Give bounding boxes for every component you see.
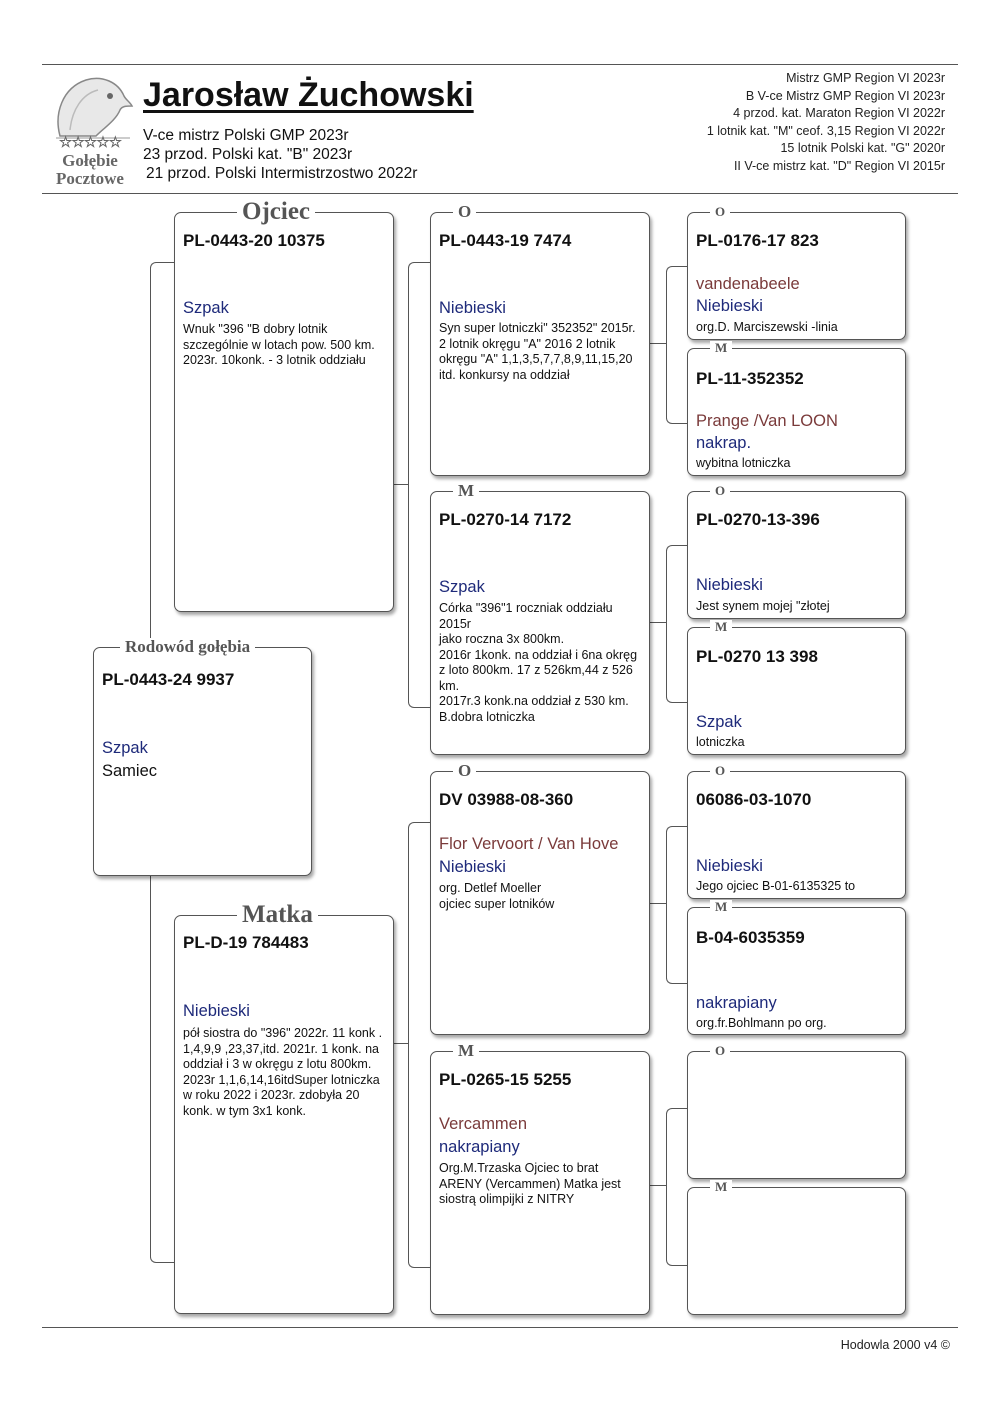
color: Niebieski xyxy=(696,297,763,315)
sex-label: O xyxy=(710,484,730,497)
description: Jego ojciec B-01-6135325 to xyxy=(696,879,856,893)
ring-number: PL-0443-19 7474 xyxy=(439,231,572,250)
ring-number: PL-0270-14 7172 xyxy=(439,510,572,529)
achievement-item: Mistrz GMP Region VI 2023r xyxy=(786,71,945,85)
ring-number: PL-0443-24 9937 xyxy=(102,670,235,689)
connector-line xyxy=(666,1108,687,1266)
dam-sire-card xyxy=(430,761,650,1035)
description: Org.M.Trzaska Ojciec to brat ARENY (Vercammen) Matka jest siostrą olimpijki z NITRY xyxy=(439,1161,621,1206)
description: org.D. Marciszewski -linia xyxy=(696,320,838,334)
color: Niebieski xyxy=(183,1002,250,1020)
description: org.fr.Bohlmann po org. xyxy=(696,1016,827,1030)
logo-stars: ☆☆☆☆☆ xyxy=(58,135,122,151)
logo-line-1: Gołębie xyxy=(62,151,118,170)
ring-number: PL-11-352352 xyxy=(696,369,804,388)
title-line: 21 przod. Polski Intermistrzostwo 2022r xyxy=(146,165,418,182)
great-grandparent-card xyxy=(687,763,906,899)
connector-line xyxy=(666,826,687,984)
ring-number: PL-0176-17 823 xyxy=(696,231,819,250)
sex-label: M xyxy=(710,620,732,633)
color: Niebieski xyxy=(439,299,506,317)
ring-number: PL-0443-20 10375 xyxy=(183,231,325,250)
title-line: V-ce mistrz Polski GMP 2023r xyxy=(143,127,349,144)
sex-label: O xyxy=(710,1044,730,1057)
description: Syn super lotniczki" 352352" 2015r. 2 lotnik okręgu "A" 2016 2 lotnik okręgu "A" 1,1,3,5,7,7,8,9,11,15,20 itd. konkursy na oddział xyxy=(439,321,636,382)
connector-line xyxy=(666,266,687,424)
club-logo xyxy=(46,70,134,190)
description: wybitna lotniczka xyxy=(696,456,791,470)
sex: Samiec xyxy=(102,762,158,780)
pigeon-head-icon xyxy=(46,70,134,140)
ring-number: 06086-03-1070 xyxy=(696,790,812,809)
sire-sire-card xyxy=(430,202,650,476)
sex-label: O xyxy=(710,205,730,218)
sex-label: O xyxy=(453,762,476,779)
sex-label: M xyxy=(453,482,479,499)
achievements-list xyxy=(707,70,945,175)
subject-card xyxy=(93,637,312,876)
connector-line xyxy=(650,343,666,344)
connector-line xyxy=(150,876,175,1263)
connector-line xyxy=(394,484,408,485)
connector-line xyxy=(150,262,175,648)
connector-line xyxy=(408,822,431,1268)
description: Wnuk "396 "B dobry lotnik szczególnie w lotach pow. 500 km. 2023r. 10konk. - 3 lotnik oddziału xyxy=(183,322,375,367)
great-grandparent-card xyxy=(687,899,906,1035)
great-grandparent-card xyxy=(687,204,906,340)
breed-line: Vercammen xyxy=(439,1115,528,1133)
top-rule xyxy=(42,64,958,65)
color: nakrapiany xyxy=(439,1138,520,1156)
great-grandparent-card xyxy=(687,483,906,619)
sex-label: M xyxy=(710,1180,732,1193)
great-grandparent-card xyxy=(687,1043,906,1179)
sex-label: O xyxy=(453,203,476,220)
ring-number: PL-D-19 784483 xyxy=(183,933,309,952)
description: org. Detlef Moeller ojciec super lotników xyxy=(439,881,555,911)
owner-titles xyxy=(143,126,417,183)
title-line: 23 przod. Polski kat. "B" 2023r xyxy=(143,146,353,163)
color: nakrap. xyxy=(696,434,752,452)
connector-line xyxy=(650,1185,666,1186)
footer-rule xyxy=(42,1327,958,1328)
achievement-item: 4 przod. kat. Maraton Region VI 2022r xyxy=(733,106,945,120)
dam-dam-card xyxy=(430,1041,650,1315)
ring-number: PL-0265-15 5255 xyxy=(439,1070,572,1089)
color: nakrapiany xyxy=(696,994,777,1012)
sire-label: Ojciec xyxy=(237,199,315,224)
logo-line-2: Pocztowe xyxy=(56,169,124,188)
description: Córka "396"1 roczniak oddziału 2015r jako roczna 3x 800km. 2016r 1konk. na oddział i 6na okręg z loto 800km. 17 z 526km,44 z 526 km. 2017r.3 konk.na oddział z 530 km. B.dobra lotniczka xyxy=(439,601,638,724)
color: Szpak xyxy=(439,578,485,596)
subject-label: Rodowód gołębia xyxy=(120,638,255,655)
ring-number: DV 03988-08-360 xyxy=(439,790,574,809)
connector-line xyxy=(650,903,666,904)
connector-line xyxy=(650,622,666,623)
sex-label: O xyxy=(710,764,730,777)
color: Niebieski xyxy=(696,576,763,594)
achievement-item: 1 lotnik kat. "M" ceof. 3,15 Region VI 2022r xyxy=(706,123,945,138)
ring-number: PL-0270 13 398 xyxy=(696,647,818,666)
connector-line xyxy=(666,545,687,703)
owner-name: Jarosław Żuchowski xyxy=(143,76,474,114)
dam-label: Matka xyxy=(237,902,318,927)
color: Szpak xyxy=(183,299,229,317)
color: Szpak xyxy=(696,713,742,731)
dam-card xyxy=(174,901,394,1314)
description: pół siostra do "396" 2022r. 11 konk . 1,4,9,9 ,23,37,itd. 2021r. 1 konk. na oddział i 3 w okręgu z lotu 800km. 2023r 1,1,6,14,16itdSuper lotniczka w roku 2022 i 2023r. zdobyła 20 konk. w tym 3x1 konk. xyxy=(183,1026,383,1118)
achievement-item: 15 lotnik Polski kat. "G" 2020r xyxy=(780,141,945,155)
color: Szpak xyxy=(102,739,148,757)
sex-label: M xyxy=(710,341,732,354)
header-rule xyxy=(42,193,958,194)
sire-dam-card xyxy=(430,481,650,755)
ring-number: B-04-6035359 xyxy=(696,928,805,947)
description: lotniczka xyxy=(696,735,745,749)
ring-number: PL-0270-13-396 xyxy=(696,510,820,529)
achievement-item: II V-ce mistrz kat. "D" Region VI 2015r xyxy=(733,158,945,173)
footer-credit: Hodowla 2000 v4 © xyxy=(840,1338,950,1352)
breed-line: Prange /Van LOON xyxy=(696,412,838,430)
connector-line xyxy=(408,262,431,708)
description: Jest synem mojej "złotej xyxy=(696,599,830,613)
sire-card xyxy=(174,198,394,612)
breed-line: vandenabeele xyxy=(696,275,800,293)
breed-line: Flor Vervoort / Van Hove xyxy=(439,835,619,853)
achievement-item: B V-ce Mistrz GMP Region VI 2023r xyxy=(745,88,945,103)
color: Niebieski xyxy=(696,857,763,875)
connector-line xyxy=(394,1043,408,1044)
sex-label: M xyxy=(453,1042,479,1059)
color: Niebieski xyxy=(439,858,506,876)
great-grandparent-card xyxy=(687,340,906,476)
great-grandparent-card xyxy=(687,619,906,755)
sex-label: M xyxy=(710,900,732,913)
great-grandparent-card xyxy=(687,1179,906,1315)
